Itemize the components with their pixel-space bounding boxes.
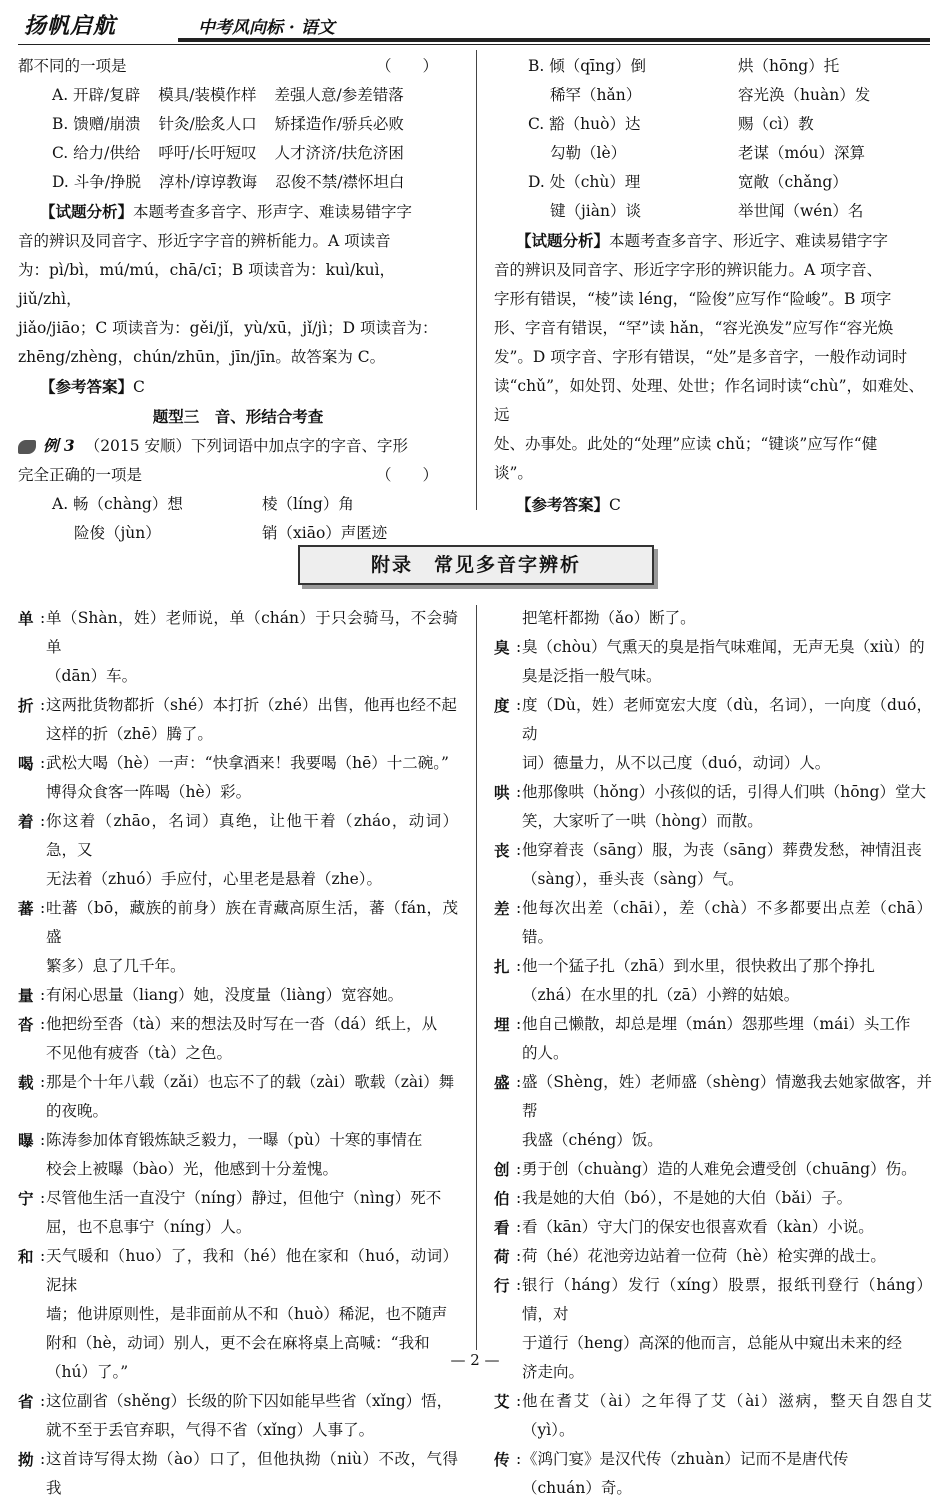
entry-line: （dān）车。	[46, 667, 138, 685]
example-leaf-icon	[18, 440, 36, 454]
example-options-bcd	[494, 52, 932, 226]
polyphone-entry	[18, 691, 458, 749]
entry-colon: :	[516, 638, 522, 656]
entry-colon: :	[40, 1247, 46, 1265]
entry-char: 埋	[494, 1015, 510, 1034]
option-row	[18, 81, 458, 110]
entry-colon: :	[516, 957, 522, 975]
header-title: 中考风向标 · 语文	[198, 18, 335, 38]
entry-line: （zhá）在水里的扎（zā）小辫的姑娘。	[522, 986, 800, 1004]
section-title: 题型三 音、形结合考查	[152, 407, 324, 426]
polyphone-entry	[18, 981, 458, 1010]
polyphone-entry	[494, 633, 932, 691]
option-cell: A. 开辟/复辟	[52, 86, 141, 104]
option-cell: 键（jiàn）谈	[550, 202, 641, 220]
entry-line: 你这着（zhāo，名词）真绝，让他干着（zháo，动词）急，又	[46, 812, 458, 859]
entry-char: 传	[494, 1450, 510, 1469]
polyphone-entry	[18, 749, 458, 807]
example-text: 完全正确的一项是	[18, 466, 143, 484]
option-cell: D. 处（chù）理	[528, 173, 641, 191]
entry-text	[46, 1068, 458, 1126]
entry-line: 无法着（zhuó）手应付，心里老是悬着（zhe）。	[46, 870, 383, 888]
entry-char: 盛	[494, 1073, 510, 1092]
analysis-text: jiǎo/jiāo；C 项读音为：gěi/jǐ，yù/xū，jǐ/jì；D 项读音为：	[18, 319, 438, 337]
example-line	[18, 431, 458, 461]
polyphone-entry	[494, 1445, 932, 1503]
entry-char	[494, 604, 516, 633]
header-bar	[178, 38, 930, 42]
option-cell: 人才济济/扶危济困	[274, 144, 404, 162]
entry-line: 那是个十年八载（zǎi）也忘不了的载（zài）歌载（zài）舞	[46, 1073, 455, 1091]
option-cell: A. 畅（chàng）想	[52, 495, 183, 513]
entry-char: 丧	[494, 841, 510, 860]
option-pair	[494, 197, 932, 226]
entry-line: 的人。	[522, 1044, 569, 1062]
entry-line: 荷（hé）花池旁边站着一位荷（hè）枪实弹的战士。	[522, 1247, 886, 1265]
polyphone-entry	[18, 1184, 458, 1242]
option-cell: D. 斗争/挣脱	[52, 173, 141, 191]
option-pair	[494, 168, 932, 197]
entry-text	[522, 1155, 932, 1184]
entry-line: （hú）了。”	[46, 1363, 129, 1381]
analysis-text: 处、办事处。此处的“处理”应读 chǔ；“键谈”应写作“健	[494, 435, 878, 453]
entry-line: 盛（Shèng，姓）老师盛（shèng）情邀我去她家做客，并帮	[522, 1073, 932, 1120]
analysis-text: 音的辨识及同音字、形近字字形的辨识能力。A 项字音、	[494, 261, 883, 279]
entry-colon: :	[516, 899, 522, 917]
entry-colon: :	[40, 696, 46, 714]
entry-char: 扎	[494, 957, 510, 976]
polyphone-entry	[18, 604, 458, 691]
answer-line-2: 【参考答案】C	[516, 495, 621, 514]
entry-text	[522, 1445, 932, 1503]
entry-line: 于道行（heng）高深的他而言，总能从中窥出未来的经	[522, 1334, 903, 1352]
entry-line: （chuán）奇。	[522, 1479, 632, 1497]
entry-colon: :	[40, 1015, 46, 1033]
polyphone-entry	[18, 807, 458, 894]
entry-text	[522, 836, 932, 894]
entry-char: 载	[18, 1073, 34, 1092]
example-question	[18, 431, 458, 490]
analysis-label: 【试题分析】	[40, 202, 134, 221]
polyphone-entry	[494, 1213, 932, 1242]
entry-text	[522, 952, 932, 1010]
option-cell: 稀罕（hǎn）	[550, 86, 642, 104]
entry-line: 词）德量力，从不以己度（duó，动词）人。	[522, 754, 831, 772]
option-cell: 忍俊不禁/襟怀坦白	[275, 173, 405, 191]
option-pair	[18, 490, 458, 519]
entry-line: 他自己懒散，却总是埋（mán）怨那些埋（mái）头工作	[522, 1015, 911, 1033]
analysis-text: 音的辨识及同音字、形近字字音的辨析能力。A 项读音	[18, 232, 391, 250]
analysis-label-2: 【试题分析】	[516, 231, 610, 250]
polyphone-entry	[494, 1068, 932, 1155]
polyphone-entry	[494, 1010, 932, 1068]
analysis-text: 为：pì/bì，mú/mú，chā/cī；B 项读音为：kuì/kuì，jiǔ/zhì，	[18, 261, 396, 308]
entry-line: 这样的折（zhē）腾了。	[46, 725, 213, 743]
entry-line: 勇于创（chuàng）造的人难免会遭受创（chuāng）伤。	[522, 1160, 917, 1178]
option-cell: 模具/装模作样	[158, 86, 257, 104]
analysis-text: 读“chǔ”，如处罚、处理、处世；作名词时读“chù”，如难处、远	[494, 377, 924, 424]
entry-line: 我是她的大伯（bó），不是她的大伯（bǎi）子。	[522, 1189, 853, 1207]
polyphone-entry	[494, 1387, 932, 1445]
entry-text	[46, 1387, 458, 1445]
entry-char: 曝	[18, 1131, 34, 1150]
polyphone-entry	[18, 1068, 458, 1126]
entry-char: 臭	[494, 638, 510, 657]
entry-text	[46, 1126, 458, 1184]
entry-text	[46, 749, 458, 807]
analysis-paragraph-2	[494, 226, 932, 488]
option-pair	[18, 519, 458, 548]
entry-line: 《鸿门宴》是汉代传（zhuàn）记而不是唐代传	[522, 1450, 849, 1468]
entry-colon: :	[516, 1247, 522, 1265]
option-cell: 差强人意/参差错落	[274, 86, 404, 104]
brand-logo	[24, 12, 116, 41]
entry-line: 济走向。	[522, 1363, 585, 1381]
entry-line: 臭（chòu）气熏天的臭是指气味难闻，无声无臭（xiù）的	[522, 638, 925, 656]
option-cell: 举世闻（wén）名	[738, 202, 864, 220]
entry-text	[522, 1010, 932, 1068]
option-cell: 赐（cì）教	[738, 115, 814, 133]
polyphone-entry	[494, 952, 932, 1010]
entry-line: 他把纷至沓（tà）来的想法及时写在一沓（dá）纸上，从	[46, 1015, 438, 1033]
entry-char: 单	[18, 609, 34, 628]
entry-line: 这位副省（shěng）长级的阶下囚如能早些省（xǐng）悟，	[46, 1392, 453, 1410]
top-left-column	[18, 52, 458, 548]
polyphone-entry	[18, 1126, 458, 1184]
entry-colon: :	[516, 696, 522, 714]
analysis-text: 字形有错误，“棱”读 léng，“险俊”应写作“险峻”。B 项字	[494, 290, 892, 308]
entry-text	[46, 691, 458, 749]
entry-text	[46, 1010, 458, 1068]
polyphone-entry	[494, 894, 932, 952]
entry-text	[522, 894, 932, 952]
entry-colon: :	[516, 1276, 522, 1294]
entry-colon: :	[516, 1189, 522, 1207]
example-label: 例 3	[43, 436, 75, 455]
option-cell: 烘（hōng）托	[738, 57, 840, 75]
entry-colon: :	[516, 1160, 522, 1178]
entry-char: 省	[18, 1392, 34, 1411]
entry-line: 天气暖和（huo）了，我和（hé）他在家和（huó，动词）泥抹	[46, 1247, 458, 1294]
question-intro: 都不同的一项是 （ ）	[18, 57, 438, 75]
entry-colon: :	[40, 986, 46, 1004]
entry-text	[522, 1213, 932, 1242]
entry-line: 的夜晚。	[46, 1102, 109, 1120]
option-row	[18, 168, 458, 197]
entry-colon: :	[40, 609, 46, 627]
entry-text	[522, 1068, 932, 1155]
entry-line: 就不至于丢官弃职，气得不省（xǐng）人事了。	[46, 1421, 375, 1439]
analysis-text: 发”。D 项字音、字形有错误，“处”是多音字，一般作动词时	[494, 348, 908, 366]
entry-line: 繁多）息了几千年。	[46, 957, 186, 975]
entry-text	[46, 1445, 458, 1503]
entry-line: 看（kān）守大门的保安也很喜欢看（kàn）小说。	[522, 1218, 874, 1236]
entry-colon: :	[516, 1073, 522, 1091]
entry-char: 差	[494, 899, 510, 918]
entry-colon: :	[516, 841, 522, 859]
entry-colon: :	[516, 783, 522, 801]
entry-line: 附和（hè，动词）别人，更不会在麻将桌上高喊：“我和	[46, 1334, 430, 1352]
entry-line: 这两批货物都折（shé）本打折（zhé）出售，他再也经不起	[46, 696, 457, 714]
polyphone-entry	[18, 1445, 458, 1503]
entry-char: 创	[494, 1160, 510, 1179]
entry-char: 伯	[494, 1189, 510, 1208]
entry-line: 陈涛参加体育锻炼缺乏毅力，一曝（pù）十寒的事情在	[46, 1131, 423, 1149]
page-number: — 2 —	[450, 1351, 500, 1369]
entry-char: 哄	[494, 783, 510, 802]
entry-line: 单（Shàn，姓）老师说，单（chán）于只会骑马，不会骑单	[46, 609, 458, 656]
option-row	[18, 110, 458, 139]
option-cell: 宽敞（chǎng）	[738, 173, 848, 191]
entry-char: 沓	[18, 1015, 34, 1034]
polyphone-entry	[18, 894, 458, 981]
entry-text	[522, 604, 932, 633]
polyphone-entry	[18, 1387, 458, 1445]
entry-text	[522, 633, 932, 691]
entry-line: （sàng），垂头丧（sàng）气。	[522, 870, 744, 888]
entry-colon: :	[40, 1189, 46, 1207]
entry-text	[46, 894, 458, 981]
polyphone-entry	[494, 1184, 932, 1213]
option-row	[18, 139, 458, 168]
entry-line: 他在耆艾（ài）之年得了艾（ài）滋病，整天自怨自艾（yì）。	[522, 1392, 932, 1439]
example-option-a	[18, 490, 458, 548]
option-cell: C. 豁（huò）达	[528, 115, 641, 133]
option-cell: 淳朴/谆谆教诲	[158, 173, 258, 191]
entry-text	[522, 1184, 932, 1213]
entry-line: 吐蕃（bō，藏族的前身）族在青藏高原生活，蕃（fán，茂盛	[46, 899, 458, 946]
polyphone-entry	[494, 1155, 932, 1184]
entry-colon: :	[40, 1131, 46, 1149]
entry-text	[522, 778, 932, 836]
entry-line: 博得众食客一阵喝（hè）彩。	[46, 783, 252, 801]
entry-line: 度（Dù，姓）老师宽宏大度（dù，名词），一向度（duó，动	[522, 696, 932, 743]
entry-text	[46, 807, 458, 894]
entry-line: 他每次出差（chāi），差（chà）不多都要出点差（chā）错。	[522, 899, 932, 946]
option-cell: 老谋（móu）深算	[738, 144, 866, 162]
top-right-column	[494, 52, 932, 520]
analysis-text: 本题考查多音字、形近字、难读易错字字	[609, 232, 889, 250]
analysis-text: 本题考查多音字、形声字、难读易错字字	[133, 203, 413, 221]
option-cell: 险俊（jùn）	[74, 524, 161, 542]
example-line	[18, 461, 458, 490]
analysis-text: 谈”。	[494, 464, 533, 482]
entry-char: 宁	[18, 1189, 34, 1208]
entry-colon: :	[516, 1015, 522, 1033]
option-cell: C. 给力/供给	[52, 144, 141, 162]
entry-line: 屈，也不息事宁（níng）人。	[46, 1218, 252, 1236]
answer-line: 【参考答案】C	[40, 377, 145, 396]
option-cell: B. 倾（qīng）倒	[528, 57, 647, 75]
example-text: （2015 安顺）下列词语中加点字的字音、字形	[84, 437, 409, 455]
entry-text	[522, 691, 932, 778]
column-divider-bottom	[476, 605, 477, 1350]
option-cell: 呼吁/长吁短叹	[158, 144, 257, 162]
column-divider-top	[476, 50, 477, 510]
entry-char: 看	[494, 1218, 510, 1237]
entry-char: 喝	[18, 754, 34, 773]
option-pair	[494, 110, 932, 139]
entry-line: 银行（háng）发行（xíng）股票，报纸刊登行（háng）情，对	[522, 1276, 932, 1323]
entry-colon: :	[40, 899, 46, 917]
option-cell: 针灸/脍炙人口	[158, 115, 257, 133]
entry-line: 他穿着丧（sāng）服，为丧（sāng）葬费发愁，神情沮丧	[522, 841, 922, 859]
option-pair	[494, 81, 932, 110]
option-cell: 勾勒（lè）	[550, 144, 627, 162]
entry-line: 他那像哄（hǒng）小孩似的话，引得人们哄（hōng）堂大	[522, 783, 926, 801]
entry-line: 他一个猛子扎（zhā）到水里，很快救出了那个挣扎	[522, 957, 875, 975]
page-header	[18, 8, 930, 42]
option-cell: 销（xiāo）声匿迹	[262, 524, 388, 542]
brand-text: 扬帆启航	[24, 13, 117, 39]
entry-line: 把笔杆都拗（ǎo）断了。	[522, 609, 696, 627]
question-options	[18, 81, 458, 197]
polyphone-entry	[494, 836, 932, 894]
entry-text	[522, 1387, 932, 1445]
entry-line: 这首诗写得太拗（ào）口了，但他执拗（niù）不改，气得我	[46, 1450, 458, 1497]
answer-bracket: （ ）	[375, 466, 438, 484]
entry-colon: :	[516, 1450, 522, 1468]
entry-line: 校会上被曝（bào）光，他感到十分羞愧。	[46, 1160, 338, 1178]
entry-line: 笑，大家听了一哄（hòng）而散。	[522, 812, 763, 830]
entry-char: 折	[18, 696, 34, 715]
entry-char: 荷	[494, 1247, 510, 1266]
entry-line: 有闲心思量（liang）她，没度量（liàng）宽容她。	[46, 986, 404, 1004]
appendix-title: 附录 常见多音字辨析	[370, 554, 581, 576]
entry-char: 蕃	[18, 899, 34, 918]
entry-text	[46, 1184, 458, 1242]
entry-colon: :	[40, 1392, 46, 1410]
entry-text	[46, 604, 458, 691]
entry-colon: :	[516, 1218, 522, 1236]
entry-colon: :	[516, 1392, 522, 1410]
header-rule	[18, 44, 930, 45]
entry-colon: :	[40, 812, 46, 830]
entry-char: 行	[494, 1276, 510, 1295]
polyphone-entry	[494, 778, 932, 836]
entry-char: 拗	[18, 1450, 34, 1469]
appendix-banner	[298, 545, 654, 585]
analysis-paragraph	[18, 197, 458, 372]
polyphone-entry	[494, 1242, 932, 1271]
entry-char: 和	[18, 1247, 34, 1266]
entry-line: 不见他有疲沓（tà）之色。	[46, 1044, 232, 1062]
entry-line: 墙；他讲原则性，是非面前从不和（huò）稀泥，也不随声	[46, 1305, 448, 1323]
analysis-text: 形、字音有错误，“罕”读 hǎn，“容光涣发”应写作“容光焕	[494, 319, 894, 337]
entry-char: 量	[18, 986, 34, 1005]
option-pair	[494, 52, 932, 81]
entry-char: 艾	[494, 1392, 510, 1411]
polyphone-entry	[494, 604, 932, 633]
entry-text	[522, 1242, 932, 1271]
option-cell: 棱（líng）角	[262, 495, 354, 513]
polyphone-entry	[494, 691, 932, 778]
entry-char: 度	[494, 696, 510, 715]
entry-line: 尽管他生活一直没宁（níng）静过，但他宁（nìng）死不	[46, 1189, 442, 1207]
polyphone-entry	[18, 1010, 458, 1068]
entry-colon: :	[40, 1450, 46, 1468]
entry-text	[46, 981, 458, 1010]
entry-line: 臭是泛指一般气味。	[522, 667, 662, 685]
entry-colon: :	[40, 754, 46, 772]
option-cell: 矫揉造作/骄兵必败	[274, 115, 404, 133]
option-cell: B. 馈赠/崩溃	[52, 115, 141, 133]
entry-line: 武松大喝（hè）一声：“快拿酒来！我要喝（hē）十二碗。”	[46, 754, 449, 772]
option-pair	[494, 139, 932, 168]
entry-colon: :	[40, 1073, 46, 1091]
entry-char: 着	[18, 812, 34, 831]
analysis-text: zhēng/zhèng，chún/zhūn，jīn/jīn。故答案为 C。	[18, 348, 386, 366]
entry-line: 我盛（chéng）饭。	[522, 1131, 663, 1149]
option-cell: 容光涣（huàn）发	[738, 86, 871, 104]
